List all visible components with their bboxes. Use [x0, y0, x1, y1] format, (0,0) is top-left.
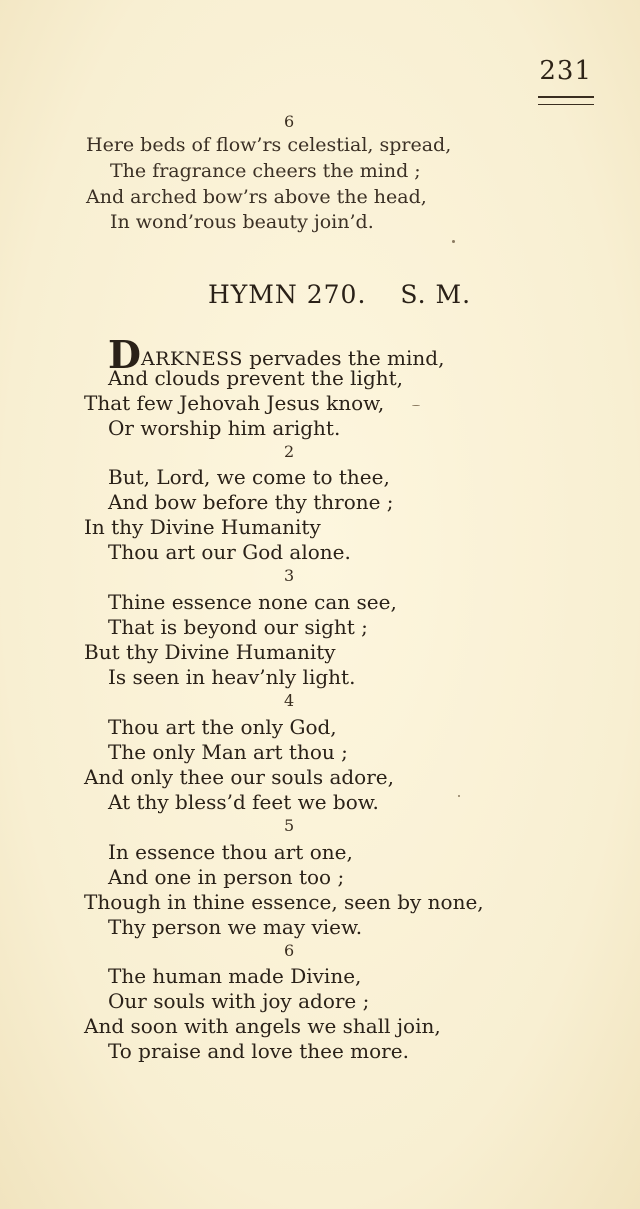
header-rule — [538, 96, 594, 105]
verse-line: Thou art the only God, — [108, 715, 337, 739]
verse-line: To praise and love thee more. — [108, 1039, 409, 1063]
verse-line: That few Jehovah Jesus know, — [84, 391, 385, 415]
hymn-meter: S. M. — [400, 280, 472, 309]
verse-number: 5 — [284, 816, 295, 835]
hymn-title — [208, 280, 505, 309]
verse-line: The human made Divine, — [108, 964, 362, 988]
verse-line: That is beyond our sight ; — [108, 615, 368, 639]
verse-line: Our souls with joy adore ; — [108, 989, 370, 1013]
verse-line: In wond’rous beauty join’d. — [110, 211, 374, 233]
verse-line: And bow before thy throne ; — [108, 490, 394, 514]
verse-line: The fragrance cheers the mind ; — [110, 160, 421, 182]
drop-cap: D — [108, 332, 141, 377]
hymn-number: HYMN 270. — [208, 280, 367, 309]
verse-line: In thy Divine Humanity — [84, 515, 321, 539]
ink-speck — [458, 795, 460, 797]
verse-line: But thy Divine Humanity — [84, 640, 336, 664]
first-line-rest: pervades the mind, — [242, 346, 445, 370]
verse-line: And soon with angels we shall join, — [84, 1014, 441, 1038]
verse-line: Is seen in heav’nly light. — [108, 665, 356, 689]
verse-line: Thy person we may view. — [108, 915, 363, 939]
verse-line: And one in person too ; — [108, 865, 345, 889]
verse-line: And clouds prevent the light, — [108, 366, 404, 390]
verse-line: But, Lord, we come to thee, — [108, 465, 390, 489]
verse-number: 6 — [284, 112, 295, 131]
page-number: 231 — [539, 56, 592, 86]
verse-line: Thou art our God alone. — [108, 540, 351, 564]
verse-number: 2 — [284, 442, 295, 461]
verse-line: In essence thou art one, — [108, 840, 353, 864]
ink-speck — [412, 405, 420, 406]
verse-line: The only Man art thou ; — [108, 740, 348, 764]
verse-number: 3 — [284, 566, 295, 585]
verse-number: 6 — [284, 941, 295, 960]
verse-line: Thine essence none can see, — [108, 590, 397, 614]
verse-line: Here beds of flow’rs celestial, spread, — [86, 134, 452, 156]
ink-speck — [452, 240, 455, 243]
verse-line: And only thee our souls adore, — [84, 765, 394, 789]
verse-line: At thy bless’d feet we bow. — [108, 790, 379, 814]
verse-line: And arched bow’rs above the head, — [86, 186, 427, 208]
verse-line: Though in thine essence, seen by none, — [84, 890, 484, 914]
verse-line: Or worship him aright. — [108, 416, 341, 440]
verse-number: 4 — [284, 691, 295, 710]
drop-cap-remainder: ARKNESS — [140, 348, 243, 370]
